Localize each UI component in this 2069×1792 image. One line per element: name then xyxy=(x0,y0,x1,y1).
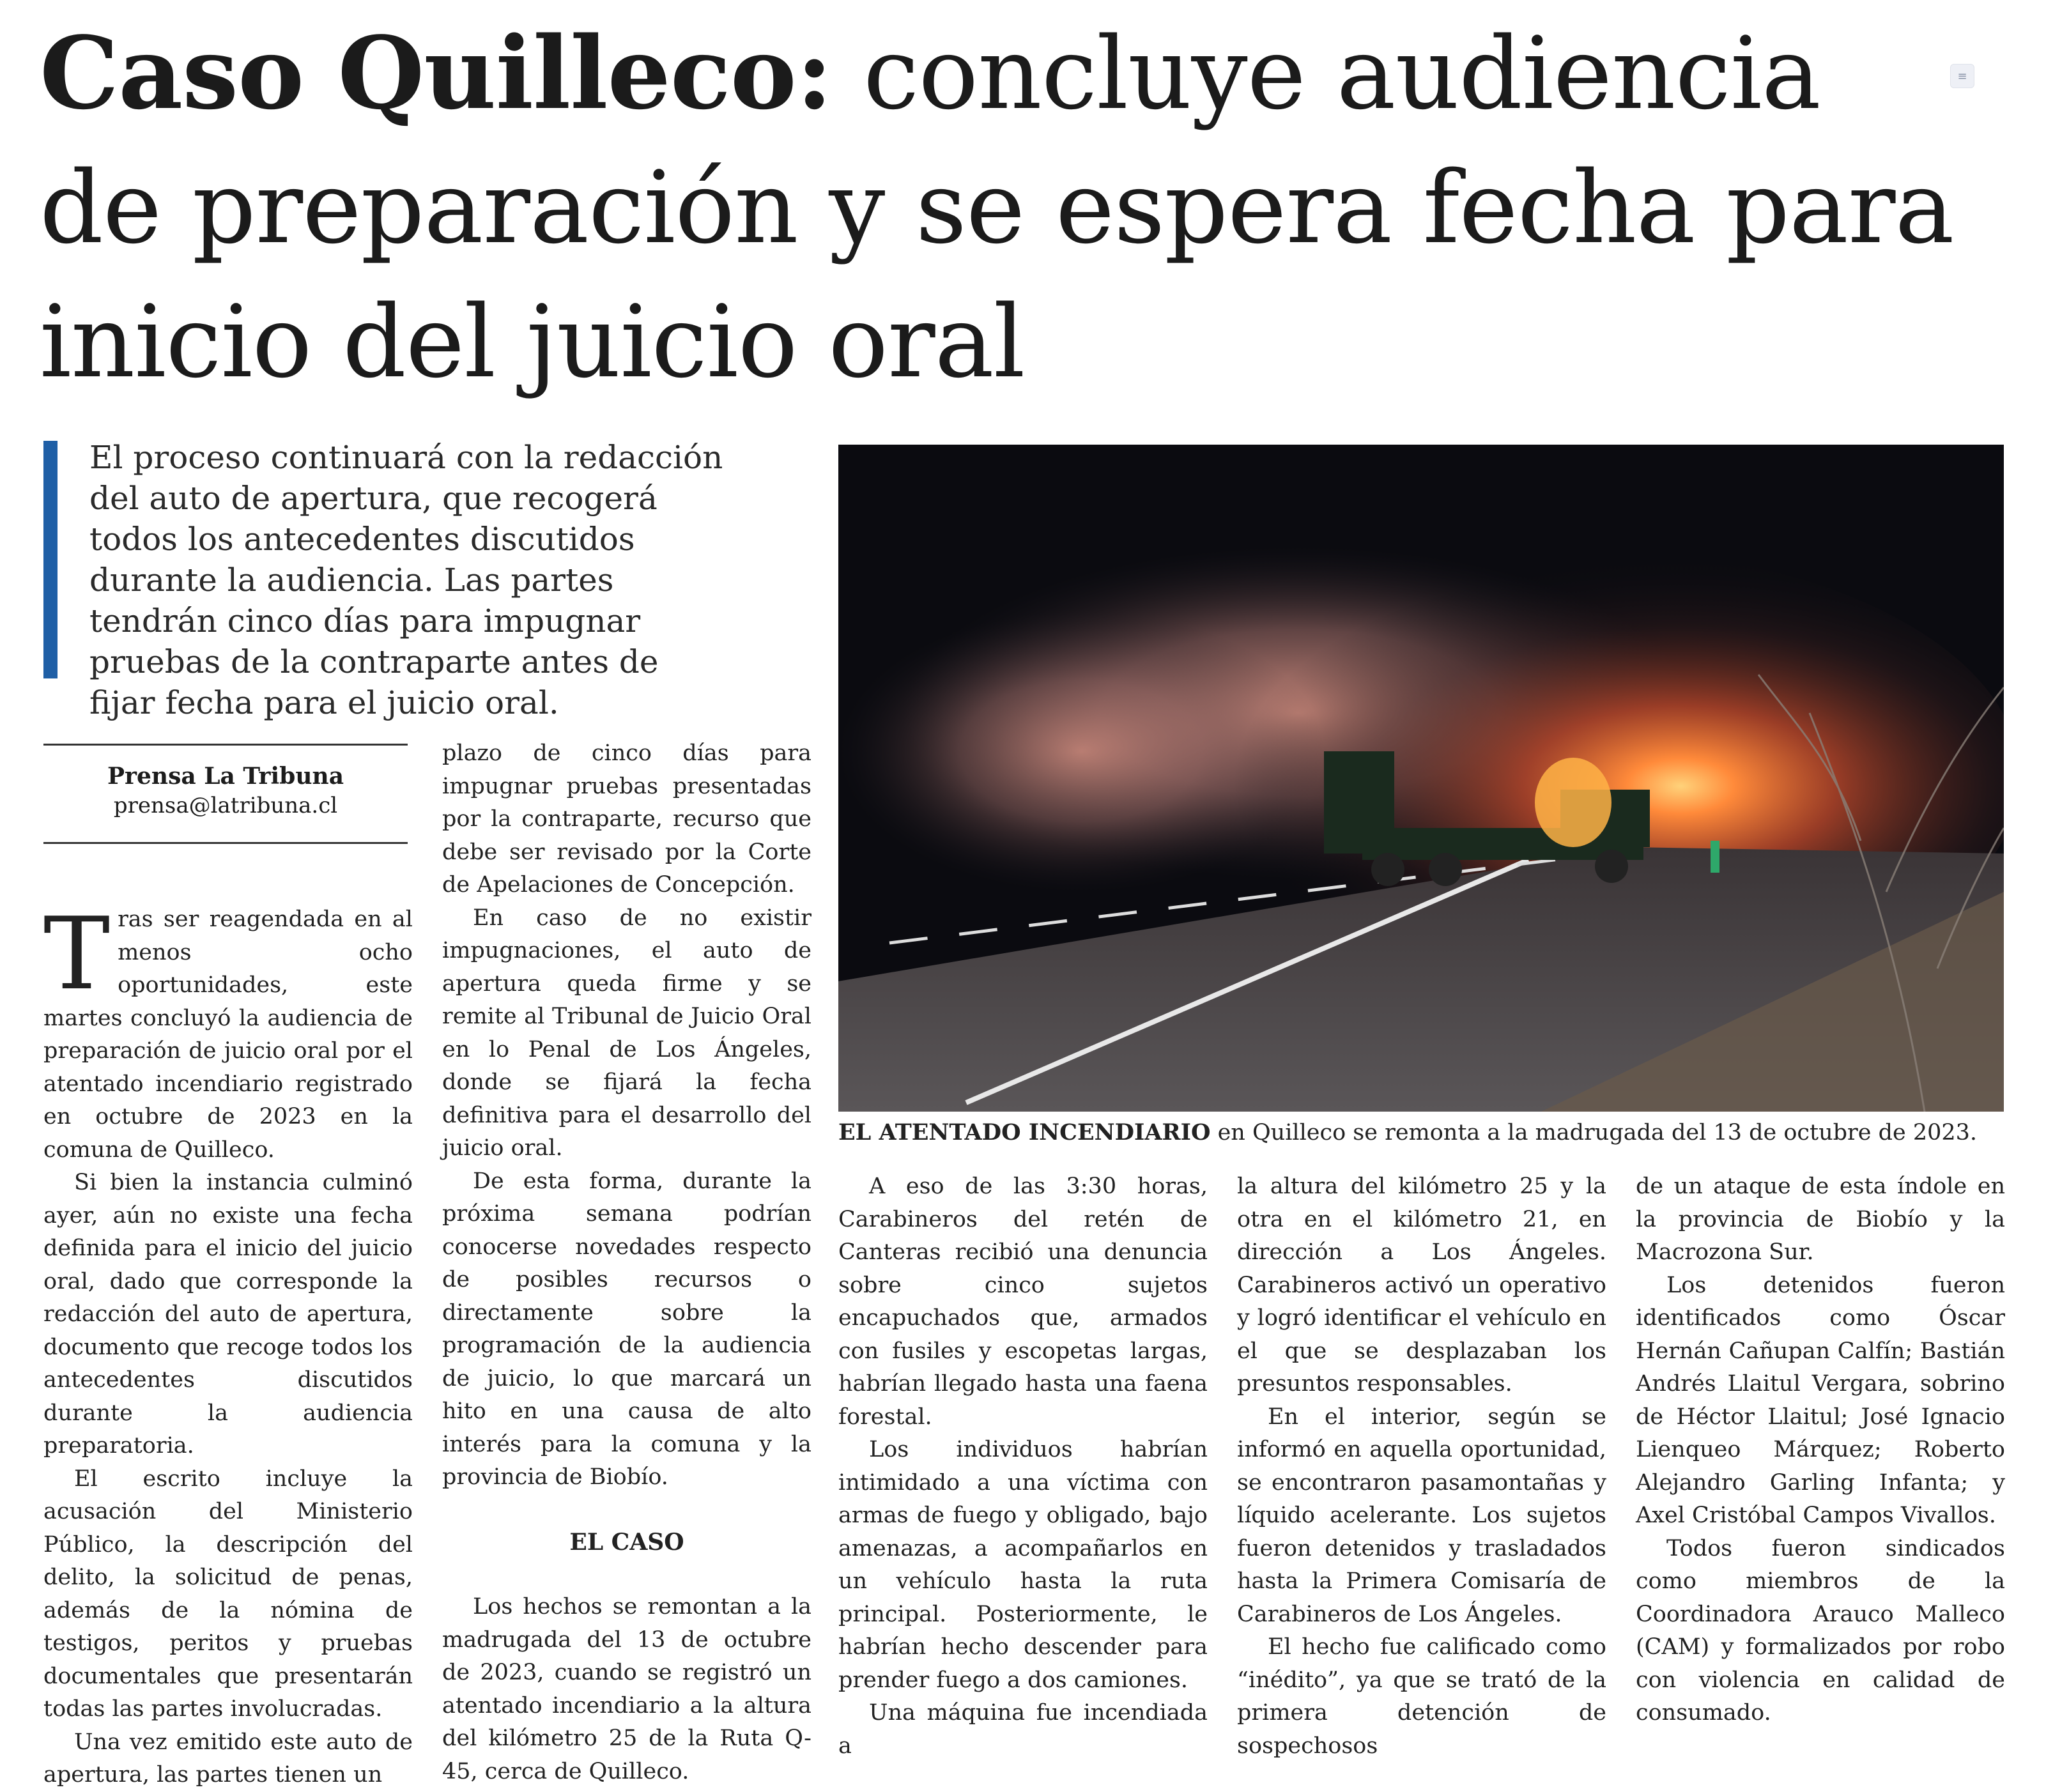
headline-rest: concluye audiencia de preparación y se espera fecha para inicio del juicio oral xyxy=(40,15,1954,400)
byline-name: Prensa La Tribuna xyxy=(107,763,344,790)
subhead-el-caso: EL CASO xyxy=(569,1528,684,1556)
column-4 xyxy=(1237,1170,1606,1763)
col2-paragraph-2: En caso de no existir impugnaciones, el auto de apertura queda firme y se remite al Tribunal de Juicio Oral en lo Penal de Los Ángeles, donde se fijará la fecha definitiva para el desarrollo del juicio oral. xyxy=(442,905,811,1161)
note-icon[interactable]: ≡ xyxy=(1950,64,1974,88)
col5-paragraph-1: de un ataque de esta índole en la provincia de Biobío y la Macrozona Sur. xyxy=(1636,1174,2005,1265)
col2-paragraph-3: De esta forma, durante la próxima semana podrían conocerse novedades respecto de posibles recursos o directamente sobre la programación de la audiencia de juicio, lo que marcará un hito en una causa de alto interés para la comuna y la provincia de Biobío. xyxy=(442,1168,811,1490)
lead-accent-bar xyxy=(43,441,58,678)
col1-paragraph-1 xyxy=(43,896,413,1167)
dropcap: T xyxy=(43,896,111,1012)
col1-paragraph-3: El escrito incluye la acusación del Ministerio Público, la descripción del delito, la solicitud de penas, además de la nómina de testigos, peritos y pruebas documentales que presentarán todas las partes involucradas. xyxy=(43,1466,413,1722)
col2-paragraph-4: Los hechos se remontan a la madrugada del 13 de octubre de 2023, cuando se registró un atentado incendiario a la altura del kilómetro 25 de la Ruta Q-45, cerca de Quilleco. xyxy=(442,1594,811,1784)
byline-top-rule xyxy=(43,744,408,746)
col3-paragraph-2: Los individuos habrían intimidado a una víctima con armas de fuego y obligado, bajo amenazas, a acompañarlos en un vehículo hasta la ruta principal. Posteriormente, le habrían hecho descender para prender fuego a dos camiones. xyxy=(838,1437,1208,1693)
col4-paragraph-1: la altura del kilómetro 25 y la otra en el kilómetro 21, en dirección a Los Ángeles. Carabineros activó un operativo y logró identificar el vehículo en el que se desplazaban los presuntos responsables. xyxy=(1237,1174,1606,1397)
fire-photo-illustration xyxy=(838,445,2004,1112)
column-3 xyxy=(838,1170,1208,1763)
column-1 xyxy=(43,896,413,1792)
col2-paragraph-1: plazo de cinco días para impugnar pruebas presentadas por la contraparte, recurso que debe ser revisado por la Corte de Apelaciones de Concepción. xyxy=(442,740,811,898)
column-5 xyxy=(1636,1170,2005,1730)
headline xyxy=(40,6,1969,409)
photo-caption xyxy=(838,1117,2004,1149)
col1-paragraph-1-text: ras ser reagendada en al menos ocho oportunidades, este martes concluyó la audiencia de preparación de juicio oral por el atentado incendiario registrado en octubre de 2023 en la comuna de Quilleco. xyxy=(43,907,413,1163)
byline-bottom-rule xyxy=(43,842,408,844)
lead-paragraph: El proceso continuará con la redacción del auto de apertura, que recogerá todos los antecedentes discutidos durante la audiencia. Las partes tendrán cinco días para impugnar pruebas de la contraparte antes de fijar fecha para el juicio oral. xyxy=(89,439,723,721)
headline-bold: Caso Quilleco: xyxy=(40,15,833,132)
col5-paragraph-3: Todos fueron sindicados como miembros de la Coordinadora Arauco Malleco (CAM) y formalizados por robo con violencia en calidad de consumado. xyxy=(1636,1535,2005,1726)
column-2 xyxy=(442,737,811,1788)
col3-paragraph-3: Una máquina fue incendiada a xyxy=(838,1700,1208,1759)
caption-rest: en Quilleco se remonta a la madrugada del 13 de octubre de 2023. xyxy=(1210,1120,1978,1145)
col1-paragraph-2: Si bien la instancia culminó ayer, aún no existe una fecha definida para el inicio del juicio oral, dado que corresponde la redacción del auto de apertura, documento que recoge todos los antecedentes discutidos durante la audiencia preparatoria. xyxy=(43,1170,413,1459)
byline-email: prensa@latribuna.cl xyxy=(113,793,338,818)
col4-paragraph-2: En el interior, según se informó en aquella oportunidad, se encontraron pasamontañas y líquido acelerante. Los sujetos fueron detenidos y trasladados hasta la Primera Comisaría de Carabineros de Los Ángeles. xyxy=(1237,1404,1606,1627)
col5-paragraph-2: Los detenidos fueron identificados como Óscar Hernán Cañupan Calfín; Bastián Andrés Llaitul Vergara, sobrino de Héctor Llaitul; José Ignacio Lienqueo Márquez; Roberto Alejandro Garling Infanta; y Axel Cristóbal Campos Vivallos. xyxy=(1636,1272,2005,1528)
col1-paragraph-4: Una vez emitido este auto de apertura, las partes tienen un xyxy=(43,1729,413,1788)
byline xyxy=(43,762,408,820)
col3-paragraph-1: A eso de las 3:30 horas, Carabineros del retén de Canteras recibió una denuncia sobre cinco sujetos encapuchados que, armados con fusiles y escopetas largas, habrían llegado hasta una faena forestal. xyxy=(838,1174,1208,1430)
caption-bold: EL ATENTADO INCENDIARIO xyxy=(838,1119,1211,1145)
col4-paragraph-3: El hecho fue calificado como “inédito”, ya que se trató de la primera detención de sospechosos xyxy=(1237,1634,1606,1759)
fire-photo xyxy=(838,445,2004,1112)
